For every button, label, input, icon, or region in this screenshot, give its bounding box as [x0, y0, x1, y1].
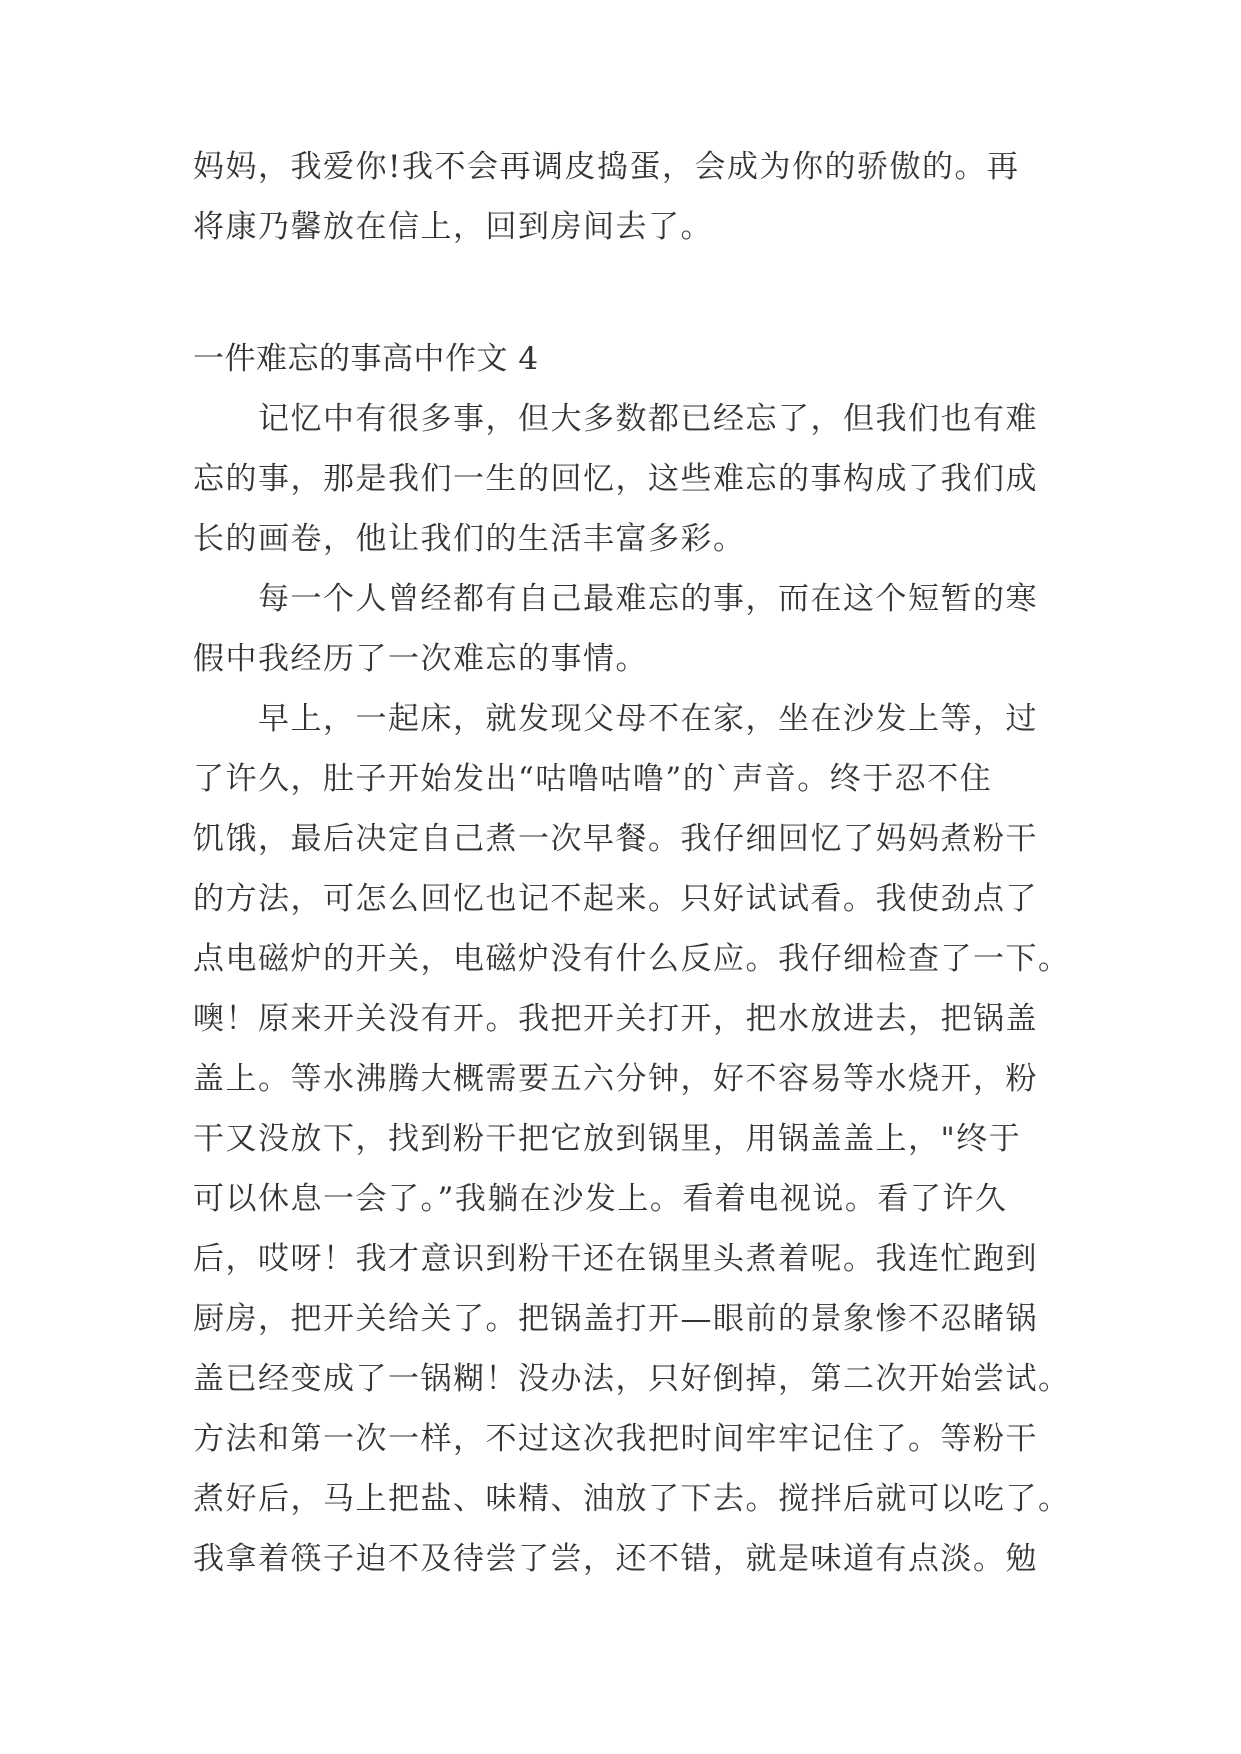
text-line: 可以休息一会了。”我躺在沙发上。看着电视说。看了许久 — [193, 1181, 1008, 1217]
text-line: 厨房，把开关给关了。把锅盖打开—眼前的景象惨不忍睹锅 — [193, 1301, 1038, 1337]
text-line: 假中我经历了一次难忘的事情。 — [193, 641, 648, 677]
text-line: 了许久，肚子开始发出“咕噜咕噜”的`声音。终于忍不住 — [193, 761, 993, 797]
text-line: 记忆中有很多事，但大多数都已经忘了，但我们也有难 — [193, 401, 1038, 437]
text-line: 后，哎呀！我才意识到粉干还在锅里头煮着呢。我连忙跑到 — [193, 1241, 1038, 1277]
text-line: 每一个人曾经都有自己最难忘的事，而在这个短暂的寒 — [193, 581, 1038, 617]
text-line: 忘的事，那是我们一生的回忆，这些难忘的事构成了我们成 — [193, 461, 1038, 497]
text-line: 早上，一起床，就发现父母不在家，坐在沙发上等，过 — [193, 701, 1038, 737]
text-line: 干又没放下，找到粉干把它放到锅里，用锅盖盖上，"终于 — [193, 1121, 1022, 1157]
text-line: 煮好后，马上把盐、味精、油放了下去。搅拌后就可以吃了。 — [193, 1481, 1071, 1517]
text-line: 盖已经变成了一锅糊！没办法，只好倒掉，第二次开始尝试。 — [193, 1361, 1071, 1397]
text-line: 盖上。等水沸腾大概需要五六分钟，好不容易等水烧开，粉 — [193, 1061, 1038, 1097]
text-line: 将康乃馨放在信上，回到房间去了。 — [193, 209, 713, 245]
text-line: 长的画卷，他让我们的生活丰富多彩。 — [193, 521, 746, 557]
text-line: 饥饿，最后决定自己煮一次早餐。我仔细回忆了妈妈煮粉干 — [193, 821, 1038, 857]
section-title: 一件难忘的事高中作文 4 — [193, 341, 539, 377]
text-line: 我拿着筷子迫不及待尝了尝，还不错，就是味道有点淡。勉 — [193, 1541, 1038, 1577]
text-line: 妈妈，我爱你!我不会再调皮捣蛋，会成为你的骄傲的。再 — [193, 149, 1020, 185]
text-line: 的方法，可怎么回忆也记不起来。只好试试看。我使劲点了 — [193, 881, 1038, 917]
text-line: 点电磁炉的开关，电磁炉没有什么反应。我仔细检查了一下。 — [193, 941, 1071, 977]
text-line: 噢！原来开关没有开。我把开关打开，把水放进去，把锅盖 — [193, 1001, 1038, 1037]
text-line: 方法和第一次一样，不过这次我把时间牢牢记住了。等粉干 — [193, 1421, 1038, 1457]
